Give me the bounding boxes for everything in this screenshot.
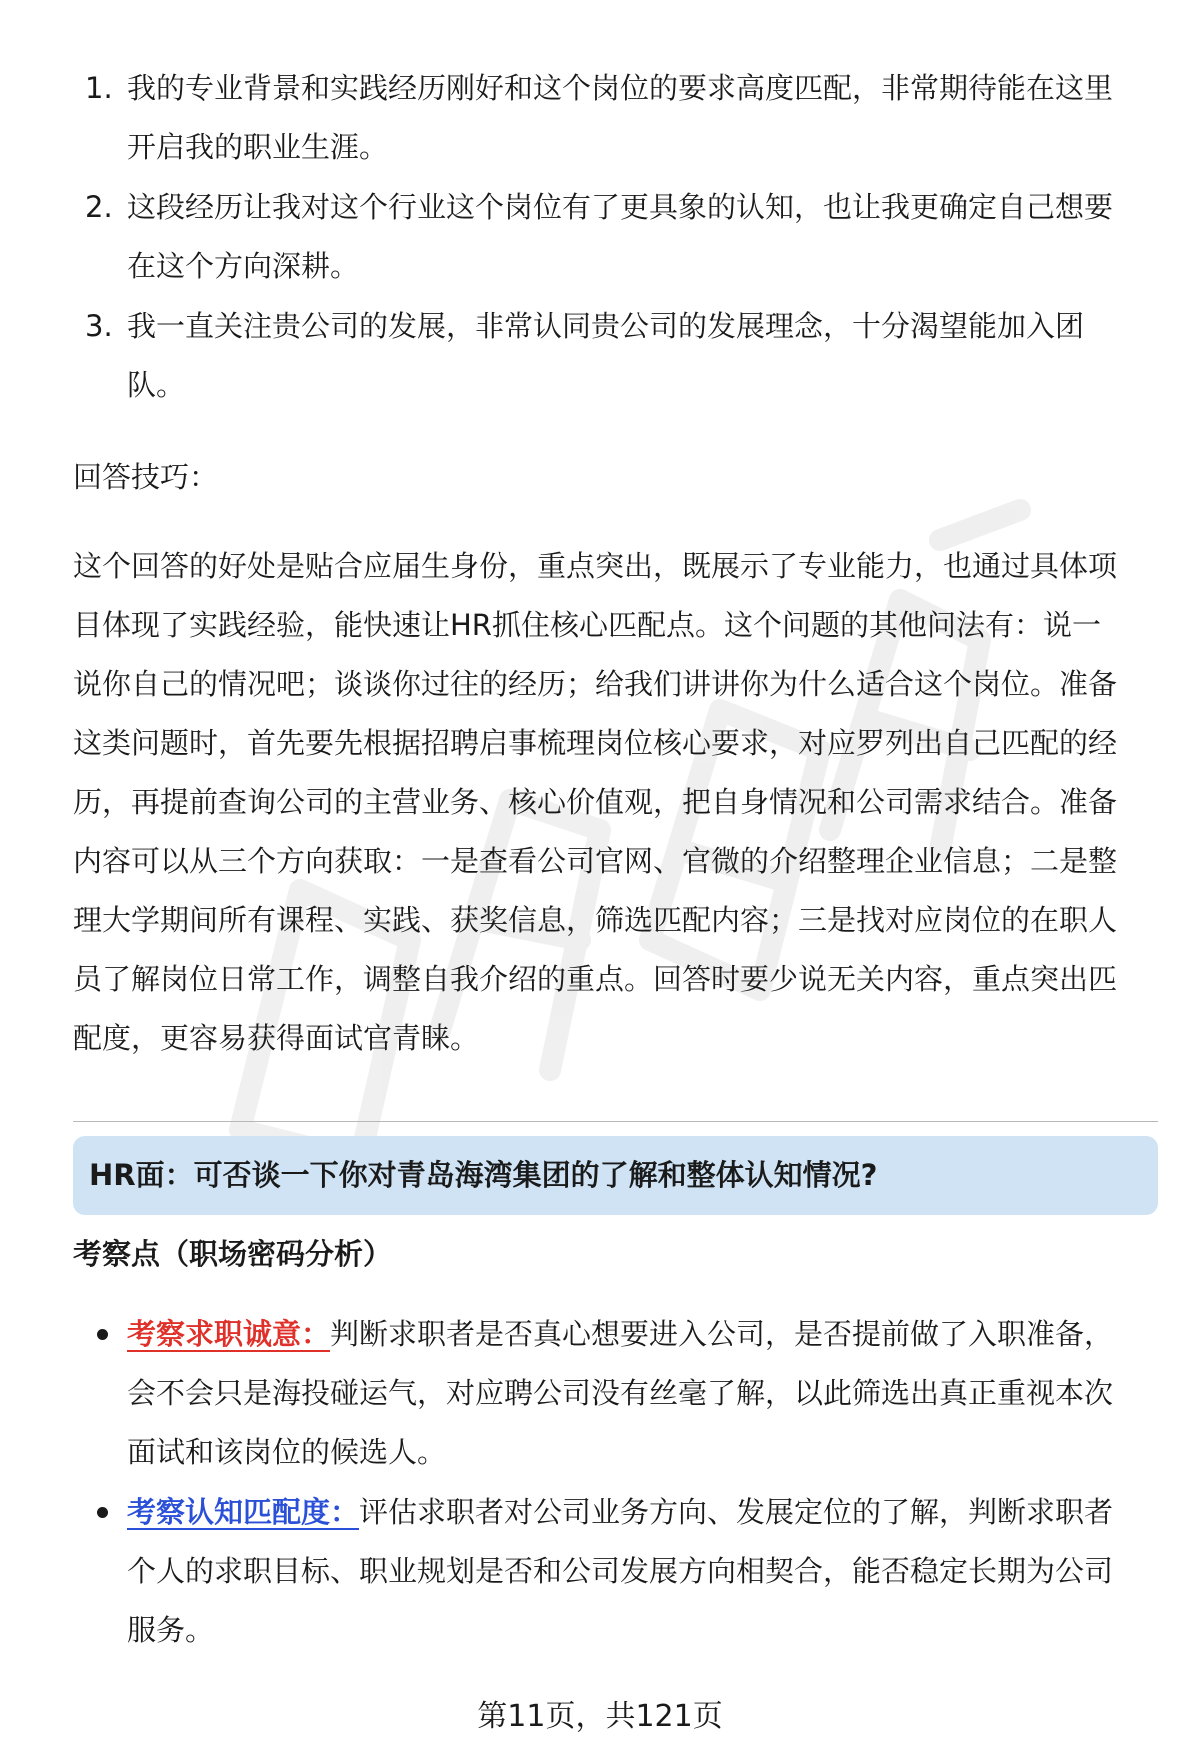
bullet-first-line (127, 1305, 1163, 1364)
list-item-text (127, 59, 1163, 177)
bullet-item (73, 1483, 1158, 1660)
list-number: 3. (85, 309, 113, 343)
paragraph-line: 目体现了实践经验，能快速让HR抓住核心匹配点。这个问题的其他问法有：说一 (73, 608, 1101, 642)
list-line: 这段经历让我对这个行业这个岗位有了更具象的认知，也让我更确定自己想要 (127, 190, 1114, 224)
paragraph-line: 员了解岗位日常工作，调整自我介绍的重点。回答时要少说无关内容，重点突出匹 (73, 962, 1118, 996)
question-text: HR面：可否谈一下你对青岛海湾集团的了解和整体认知情况? (89, 1158, 878, 1192)
paragraph-line: 说你自己的情况吧；谈谈你过往的经历；给我们讲讲你为什么适合这个岗位。准备 (73, 667, 1118, 701)
bullet-line: 评估求职者对公司业务方向、发展定位的了解，判断求职者 (359, 1495, 1114, 1529)
list-item (73, 297, 1153, 415)
paragraph-line: 理大学期间所有课程、实践、获奖信息，筛选匹配内容；三是找对应岗位的在职人 (73, 903, 1118, 937)
bullet-dot-icon (97, 1507, 108, 1518)
paragraph-line: 配度，更容易获得面试官青睐。 (73, 1021, 480, 1055)
list-item-text (127, 178, 1163, 296)
paragraph-line: 这类问题时，首先要先根据招聘启事梳理岗位核心要求，对应罗列出自己匹配的经 (73, 726, 1118, 760)
bullet-text (127, 1483, 1163, 1660)
list-line: 我一直关注贵公司的发展，非常认同贵公司的发展理念，十分渴望能加入团 (127, 309, 1085, 343)
bullet-line: 服务。 (127, 1613, 215, 1647)
list-item (73, 178, 1153, 296)
bullet-first-line (127, 1483, 1163, 1542)
list-line: 在这个方向深耕。 (127, 249, 360, 283)
bullet-dot-icon (97, 1329, 108, 1340)
list-number: 2. (85, 190, 113, 224)
bullet-line: 面试和该岗位的候选人。 (127, 1435, 447, 1469)
paragraph-line: 这个回答的好处是贴合应届生身份，重点突出，既展示了专业能力，也通过具体项 (73, 549, 1118, 583)
bullet-text (127, 1305, 1163, 1482)
section-divider (73, 1121, 1158, 1122)
bullet-line: 判断求职者是否真心想要进入公司，是否提前做了入职准备， (330, 1317, 1114, 1351)
section-title: 考察点（职场密码分析） (73, 1237, 393, 1271)
tips-heading: 回答技巧： (73, 460, 219, 494)
bullet-line: 会不会只是海投碰运气，对应聘公司没有丝毫了解，以此筛选出真正重视本次 (127, 1376, 1114, 1410)
paragraph-line: 历，再提前查询公司的主营业务、核心价值观，把自身情况和公司需求结合。准备 (73, 785, 1118, 819)
list-line: 队。 (127, 368, 186, 402)
bullet-line: 个人的求职目标、职业规划是否和公司发展方向相契合，能否稳定长期为公司 (127, 1554, 1114, 1588)
keyword-label: 考察求职诚意： (127, 1317, 331, 1351)
list-item-text (127, 297, 1163, 415)
question-banner (73, 1136, 1158, 1215)
list-item (73, 59, 1153, 177)
tips-paragraph (73, 537, 1153, 1068)
paragraph-line: 内容可以从三个方向获取：一是查看公司官网、官微的介绍整理企业信息；二是整 (73, 844, 1118, 878)
page-footer: 第11页，共121页 (477, 1699, 723, 1734)
list-line: 开启我的职业生涯。 (127, 130, 389, 164)
list-number: 1. (85, 71, 113, 105)
keyword-label: 考察认知匹配度： (127, 1495, 360, 1529)
list-line: 我的专业背景和实践经历刚好和这个岗位的要求高度匹配，非常期待能在这里 (127, 71, 1114, 105)
bullet-item (73, 1305, 1158, 1482)
